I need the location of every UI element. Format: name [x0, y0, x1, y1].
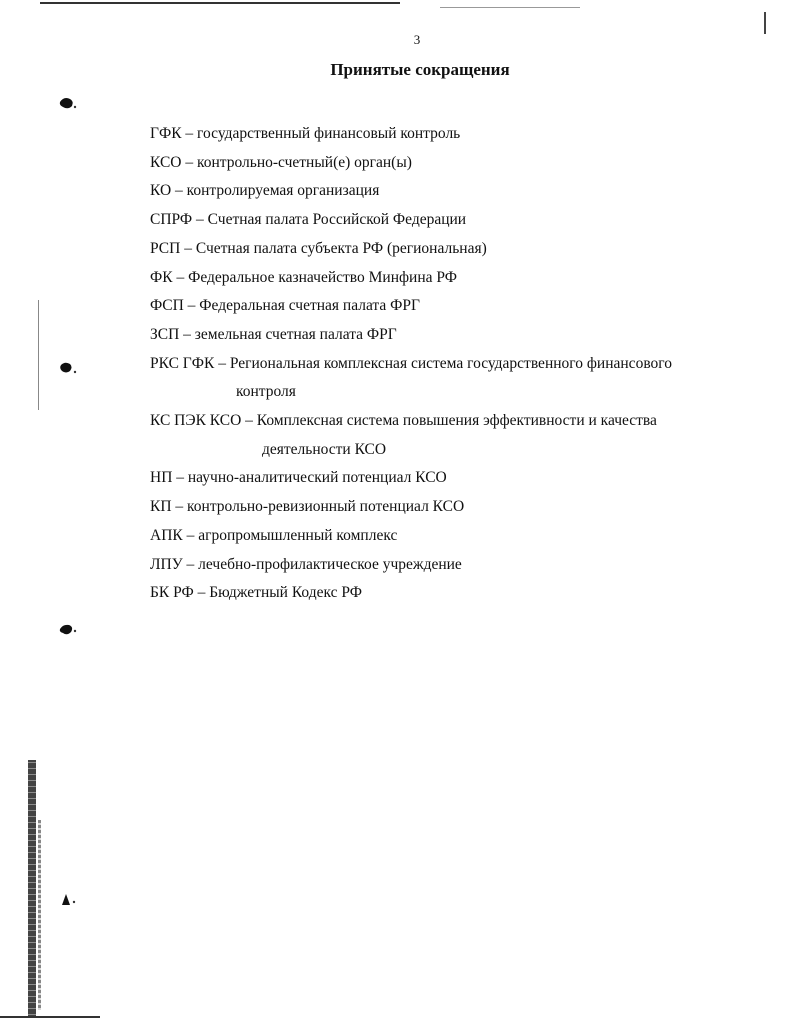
abbreviation-text: ЛПУ – лечебно-профилактическое учреждение [150, 555, 462, 573]
scan-artifact-bottom-line [0, 1016, 100, 1018]
list-item [150, 493, 750, 522]
abbreviation-continuation: контроля [236, 383, 296, 401]
list-item [150, 551, 750, 580]
punch-hole-icon [58, 892, 78, 908]
punch-hole-icon [58, 96, 78, 112]
list-item [150, 407, 750, 464]
page-title: Принятые сокращения [330, 60, 510, 79]
list-item [150, 120, 750, 149]
list-item [150, 464, 750, 493]
abbreviation-text: КП – контрольно-ревизионный потенциал КСО [150, 498, 465, 516]
abbreviation-list [150, 120, 750, 608]
abbreviation-text: ГФК – государственный финансовый контроль [150, 125, 461, 142]
list-item [150, 264, 750, 293]
abbreviation-text: ФК – Федеральное казначейство Минфина РФ [150, 268, 458, 286]
punch-hole-icon [58, 622, 78, 638]
abbreviation-text: ЗСП – земельная счетная палата ФРГ [150, 325, 397, 343]
scan-artifact-top-line [440, 7, 580, 8]
abbreviation-continuation: деятельности КСО [262, 440, 387, 458]
scan-artifact-right-mark [764, 12, 766, 34]
page-number: 3 [413, 32, 421, 47]
abbreviation-text: БК РФ – Бюджетный Кодекс РФ [150, 584, 362, 602]
scan-artifact-left-line [38, 300, 39, 410]
abbreviation-text: РКС ГФК – Региональная комплексная система государственного финансового [150, 354, 672, 372]
list-item [150, 149, 750, 178]
list-item [150, 292, 750, 321]
list-item [150, 579, 750, 608]
list-item [150, 206, 750, 235]
abbreviation-text: КСО – контрольно-счетный(е) орган(ы) [150, 153, 412, 171]
scan-artifact-top-line [40, 2, 400, 4]
list-item [150, 350, 750, 407]
abbreviation-text: СПРФ – Счетная палата Российской Федерации [150, 211, 467, 229]
abbreviation-text: АПК – агропромышленный комплекс [150, 526, 398, 544]
scan-artifact-binding-edge [38, 820, 41, 1010]
list-item [150, 321, 750, 350]
list-item [150, 235, 750, 264]
abbreviation-text: КС ПЭК КСО – Комплексная система повышения эффективности и качества [150, 412, 657, 430]
scan-artifact-binding-edge [28, 760, 36, 1018]
list-item [150, 177, 750, 206]
abbreviation-text: НП – научно-аналитический потенциал КСО [150, 469, 447, 487]
abbreviation-text: ФСП – Федеральная счетная палата ФРГ [150, 297, 420, 315]
punch-hole-icon [58, 360, 78, 376]
list-item [150, 522, 750, 551]
abbreviation-text: РСП – Счетная палата субъекта РФ (региональная) [150, 239, 487, 257]
abbreviation-text: КО – контролируемая организация [150, 182, 380, 200]
